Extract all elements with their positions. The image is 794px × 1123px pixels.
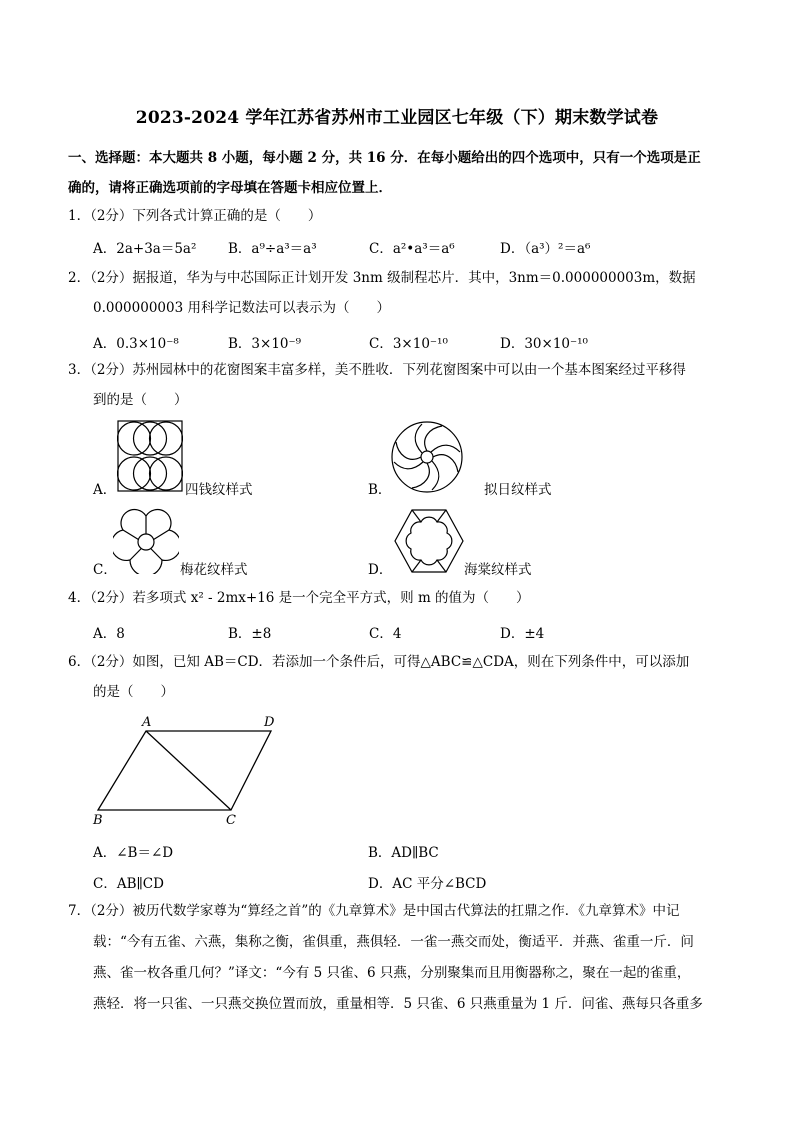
question-7-line4: 燕轻．将一只雀、一只燕交换位置而放，重量相等．5 只雀、6 只燕重量为 1 斤．问雀、燕每只各重多 xyxy=(93,996,703,1012)
vertex-label-b: B xyxy=(93,813,103,828)
question-6-options-row2 xyxy=(93,872,733,896)
question-3-stem xyxy=(68,355,738,415)
option-c[interactable]: C．AB∥CD xyxy=(93,876,164,892)
section-intro xyxy=(68,143,728,203)
section-intro-line1: 一、选择题：本大题共 8 小题，每小题 2 分，共 16 分．在每小题给出的四个选项中，只有一个选项是正 xyxy=(68,150,701,166)
question-6-stem xyxy=(68,647,738,707)
four-coins-pattern-icon xyxy=(117,420,183,492)
option-letter: D． xyxy=(368,562,393,578)
vertex-label-a: A xyxy=(142,715,152,730)
question-7-line1: 7．（2分）被历代数学家尊为“算经之首”的《九章算术》是中国古代算法的扛鼎之作．《九章算术》中记 xyxy=(68,903,680,919)
option-a[interactable]: A．8 xyxy=(93,626,125,642)
question-7-line2: 载：“今有五雀、六燕，集称之衡，雀俱重，燕俱轻．一雀一燕交而处，衡适平．并燕、雀重一斤．问 xyxy=(93,934,694,950)
question-3-option-c[interactable] xyxy=(93,508,373,588)
question-3-line1: 3．（2分）苏州园林中的花窗图案丰富多样，美不胜收．下列花窗图案中可以由一个基本图案经过平移得 xyxy=(68,362,686,378)
option-letter: A． xyxy=(93,482,117,498)
question-6-line1: 6．（2分）如图，已知 AB＝CD．若添加一个条件后，可得△ABC≌△CDA，则在下列条件中，可以添加 xyxy=(68,654,690,670)
option-a[interactable]: A．∠B＝∠D xyxy=(93,845,174,861)
vertex-label-c: C xyxy=(226,813,236,828)
option-caption: 拟日纹样式 xyxy=(484,482,552,498)
question-2-stem xyxy=(68,263,738,323)
option-letter: B． xyxy=(368,482,392,498)
option-d[interactable]: D．±4 xyxy=(500,626,545,642)
option-caption: 海棠纹样式 xyxy=(464,562,532,578)
option-b[interactable]: B．3×10⁻⁹ xyxy=(228,336,302,352)
option-d[interactable]: D．（a³）²＝a⁶ xyxy=(500,241,591,257)
question-1-stem: 1．（2分）下列各式计算正确的是（ ） xyxy=(68,208,322,224)
option-letter: C． xyxy=(93,562,117,578)
question-3-option-d[interactable] xyxy=(368,508,648,588)
question-6-line2: 的是（ ） xyxy=(93,684,174,700)
question-1-options xyxy=(93,237,733,261)
vertex-label-d: D xyxy=(264,715,275,730)
quadrilateral-abcd xyxy=(98,731,271,810)
question-2-options xyxy=(93,332,733,356)
question-4-stem: 4．（2分）若多项式 x² - 2mx+16 是一个完全平方式，则 m 的值为（ ） xyxy=(68,590,530,606)
option-b[interactable]: B．a⁹÷a³＝a³ xyxy=(228,241,317,257)
question-2-line1: 2．（2分）据报道，华为与中芯国际正计划开发 3nm 级制程芯片．其中，3nm＝0.000000003m，数据 xyxy=(68,270,696,286)
option-caption: 梅花纹样式 xyxy=(180,562,248,578)
question-7-line3: 燕、雀一枚各重几何？”译文：“今有 5 只雀、6 只燕，分别聚集而且用衡器称之，聚在一起的雀重， xyxy=(93,965,691,981)
question-3-option-a[interactable] xyxy=(93,420,373,500)
option-c[interactable]: C．a²•a³＝a⁶ xyxy=(369,241,455,257)
question-6-options-row1 xyxy=(93,841,733,865)
option-c[interactable]: C．4 xyxy=(369,626,402,642)
parallelogram-figure xyxy=(88,710,288,830)
option-d[interactable]: D．30×10⁻¹⁰ xyxy=(500,336,588,352)
page-title: 2023-2024 学年江苏省苏州市工业园区七年级（下）期末数学试卷 xyxy=(135,108,659,128)
section-intro-line2: 确的，请将正确选项前的字母填在答题卡相应位置上． xyxy=(68,180,392,196)
question-3-line2: 到的是（ ） xyxy=(93,392,188,408)
option-b[interactable]: B．±8 xyxy=(228,626,272,642)
begonia-pattern-icon xyxy=(394,508,464,574)
question-4-options xyxy=(93,622,733,646)
plum-blossom-pattern-icon xyxy=(113,508,179,574)
swirl-sun-pattern-icon xyxy=(390,420,464,494)
question-7-stem xyxy=(68,896,738,1020)
option-c[interactable]: C．3×10⁻¹⁰ xyxy=(369,336,448,352)
option-a[interactable]: A．0.3×10⁻⁸ xyxy=(93,336,179,352)
option-d[interactable]: D．AC 平分∠BCD xyxy=(368,876,487,892)
option-caption: 四钱纹样式 xyxy=(185,482,253,498)
diagonal-ac xyxy=(146,731,231,810)
question-2-line2: 0.000000003 用科学记数法可以表示为（ ） xyxy=(93,300,390,316)
option-b[interactable]: B．AD∥BC xyxy=(368,845,439,861)
option-a[interactable]: A．2a+3a＝5a² xyxy=(93,241,197,257)
question-3-option-b[interactable] xyxy=(368,420,648,500)
